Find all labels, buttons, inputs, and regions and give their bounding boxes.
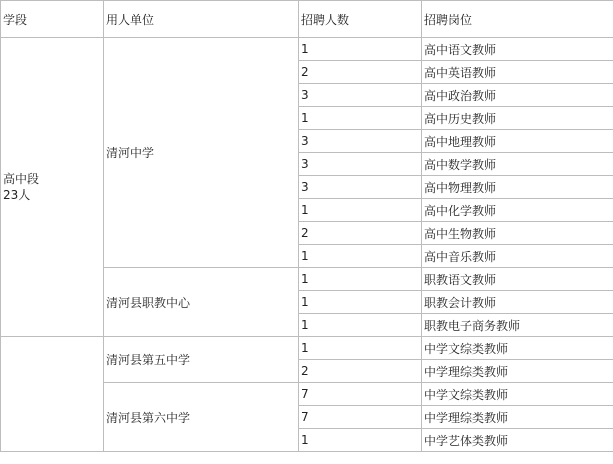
count-cell: 1 bbox=[299, 429, 422, 452]
count-cell: 1 bbox=[299, 314, 422, 337]
count-cell: 3 bbox=[299, 176, 422, 199]
post-cell: 职教电子商务教师 bbox=[422, 314, 613, 337]
post-cell: 高中音乐教师 bbox=[422, 245, 613, 268]
count-cell: 2 bbox=[299, 61, 422, 84]
table-row bbox=[1, 38, 613, 61]
count-cell: 1 bbox=[299, 291, 422, 314]
count-cell: 2 bbox=[299, 222, 422, 245]
post-cell: 高中生物教师 bbox=[422, 222, 613, 245]
segment-cell bbox=[1, 38, 104, 337]
post-cell: 中学文综类教师 bbox=[422, 337, 613, 360]
post-cell: 中学理综类教师 bbox=[422, 406, 613, 429]
post-cell: 高中物理教师 bbox=[422, 176, 613, 199]
count-cell: 3 bbox=[299, 130, 422, 153]
count-cell: 7 bbox=[299, 406, 422, 429]
count-cell: 7 bbox=[299, 383, 422, 406]
header-unit: 用人单位 bbox=[104, 1, 299, 38]
table-header-row bbox=[1, 1, 613, 38]
post-cell: 中学艺体类教师 bbox=[422, 429, 613, 452]
post-cell: 中学理综类教师 bbox=[422, 360, 613, 383]
segment-label bbox=[3, 171, 103, 203]
header-count: 招聘人数 bbox=[299, 1, 422, 38]
count-cell: 1 bbox=[299, 199, 422, 222]
post-cell: 中学文综类教师 bbox=[422, 383, 613, 406]
count-cell: 1 bbox=[299, 268, 422, 291]
count-cell: 3 bbox=[299, 84, 422, 107]
header-segment: 学段 bbox=[1, 1, 104, 38]
unit-cell: 清河县第六中学 bbox=[104, 383, 299, 452]
segment-cell bbox=[1, 337, 104, 452]
table-row bbox=[1, 337, 613, 360]
count-cell: 1 bbox=[299, 107, 422, 130]
post-cell: 高中英语教师 bbox=[422, 61, 613, 84]
table-body bbox=[1, 38, 613, 452]
count-cell: 3 bbox=[299, 153, 422, 176]
header-post: 招聘岗位 bbox=[422, 1, 613, 38]
unit-cell: 清河县第五中学 bbox=[104, 337, 299, 383]
post-cell: 高中化学教师 bbox=[422, 199, 613, 222]
segment-name: 高中段 bbox=[3, 172, 40, 186]
post-cell: 高中语文教师 bbox=[422, 38, 613, 61]
segment-total: 23人 bbox=[3, 188, 31, 202]
unit-cell: 清河中学 bbox=[104, 38, 299, 268]
count-cell: 1 bbox=[299, 245, 422, 268]
post-cell: 高中地理教师 bbox=[422, 130, 613, 153]
post-cell: 职教会计教师 bbox=[422, 291, 613, 314]
post-cell: 高中政治教师 bbox=[422, 84, 613, 107]
post-cell: 高中数学教师 bbox=[422, 153, 613, 176]
post-cell: 高中历史教师 bbox=[422, 107, 613, 130]
count-cell: 1 bbox=[299, 38, 422, 61]
count-cell: 2 bbox=[299, 360, 422, 383]
post-cell: 职教语文教师 bbox=[422, 268, 613, 291]
unit-cell: 清河县职教中心 bbox=[104, 268, 299, 337]
count-cell: 1 bbox=[299, 337, 422, 360]
